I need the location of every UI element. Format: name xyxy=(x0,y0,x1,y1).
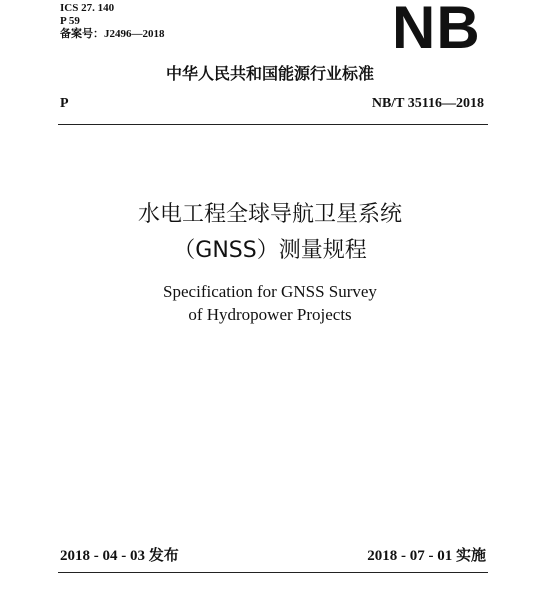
title-cn-line1: 水电工程全球导航卫星系统 xyxy=(137,202,402,227)
header-divider xyxy=(58,124,488,125)
p-code: P 59 xyxy=(60,15,80,27)
implement-date: 2018 - 07 - 01 xyxy=(367,548,453,564)
title-cn-line2: （GNSS）测量规程 xyxy=(173,238,367,263)
implement-date-block xyxy=(367,544,486,565)
issue-label: 发布 xyxy=(148,546,179,564)
standard-number: NB/T 35116—2018 xyxy=(371,96,484,111)
header-meta xyxy=(60,2,165,41)
nb-logo: NB xyxy=(392,0,481,61)
footer-divider xyxy=(58,572,488,573)
issue-date-block xyxy=(60,544,179,565)
record-number: 备案号：J2496—2018 xyxy=(60,28,165,40)
title-en-line1: Specification for GNSS Survey xyxy=(163,282,377,301)
classification-code: P xyxy=(60,96,69,111)
implement-label: 实施 xyxy=(455,546,486,564)
issue-date: 2018 - 04 - 03 xyxy=(60,548,145,564)
standard-body: 中华人民共和国能源行业标准 xyxy=(165,64,374,83)
title-en-line2: of Hydropower Projects xyxy=(188,305,352,324)
ics-code: ICS 27. 140 xyxy=(60,2,115,14)
